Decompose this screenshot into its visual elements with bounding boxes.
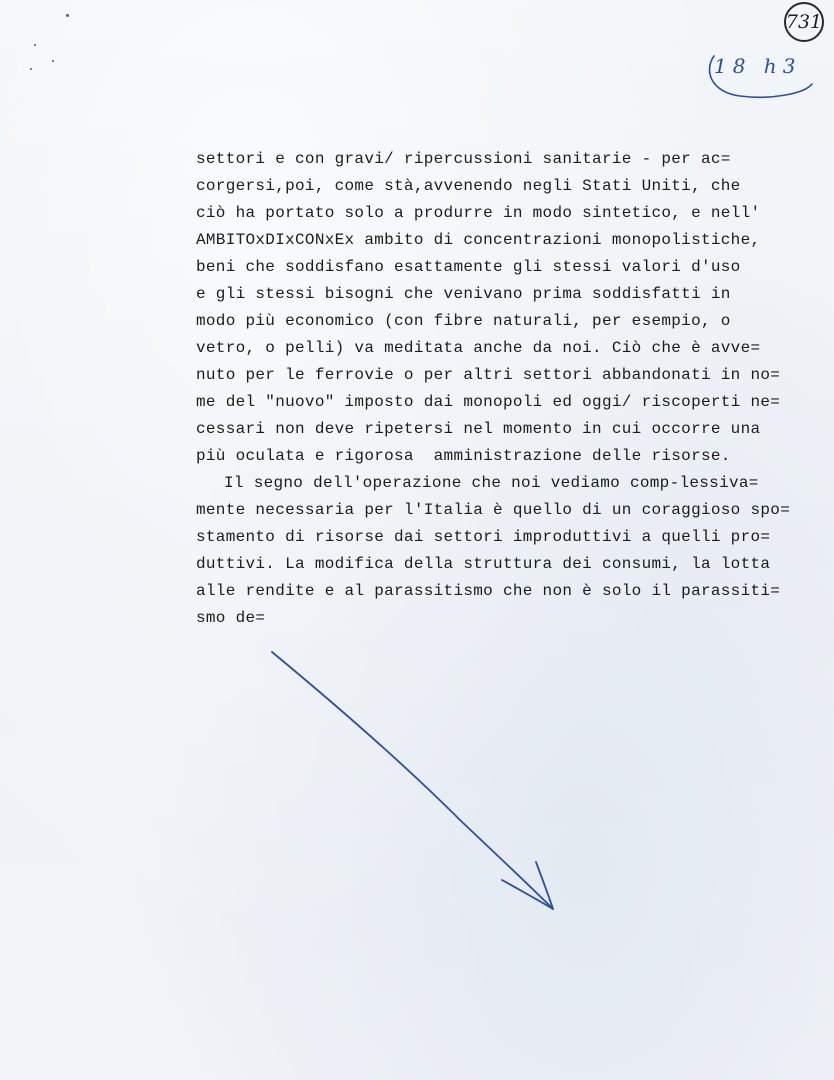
text-line: AMBITOxDIxCONxEx ambito di concentrazioni monopolistiche, xyxy=(196,231,761,249)
typed-body-text xyxy=(196,146,796,632)
text-line: e gli stessi bisogni che venivano prima soddisfatti in xyxy=(196,285,731,303)
text-line: beni che soddisfano esattamente gli stessi valori d'uso xyxy=(196,258,741,276)
text-line: duttivi. La modifica della struttura dei consumi, la lotta xyxy=(196,555,771,573)
text-line: settori e con gravi/ ripercussioni sanitarie - per ac= xyxy=(196,150,731,168)
text-line: alle rendite e al parassitismo che non è solo il parassiti= xyxy=(196,582,781,600)
text-line: corgersi,poi, come stà,avvenendo negli Stati Uniti, che xyxy=(196,177,741,195)
ink-speck xyxy=(52,60,54,62)
text-line: più oculata e rigorosa amministrazione delle risorse. xyxy=(196,447,731,465)
text-line: smo de= xyxy=(196,609,266,627)
ink-speck xyxy=(30,68,32,70)
handwritten-annotation-text: 18 h3 xyxy=(714,54,802,78)
text-line: ciò ha portato solo a produrre in modo sintetico, e nell' xyxy=(196,204,761,222)
page-number: 731 xyxy=(785,11,823,33)
text-line: cessari non deve ripetersi nel momento in cui occorre una xyxy=(196,420,761,438)
text-line: stamento di risorse dai settori improduttivi a quelli pro= xyxy=(196,528,771,546)
text-line: me del "nuovo" imposto dai monopoli ed oggi/ riscoperti ne= xyxy=(196,393,781,411)
text-line: vetro, o pelli) va meditata anche da noi. Ciò che è avve= xyxy=(196,339,761,357)
text-line: nuto per le ferrovie o per altri settori abbandonati in no= xyxy=(196,366,781,384)
page-number-stamp xyxy=(784,2,824,42)
ink-speck xyxy=(34,44,36,46)
text-line: mente necessaria per l'Italia è quello di un coraggioso spo= xyxy=(196,501,791,519)
text-line: modo più economico (con fibre naturali, per esempio, o xyxy=(196,312,731,330)
ink-speck xyxy=(66,14,69,17)
text-line: Il segno dell'operazione che noi vediamo comp-lessiva= xyxy=(224,474,759,492)
